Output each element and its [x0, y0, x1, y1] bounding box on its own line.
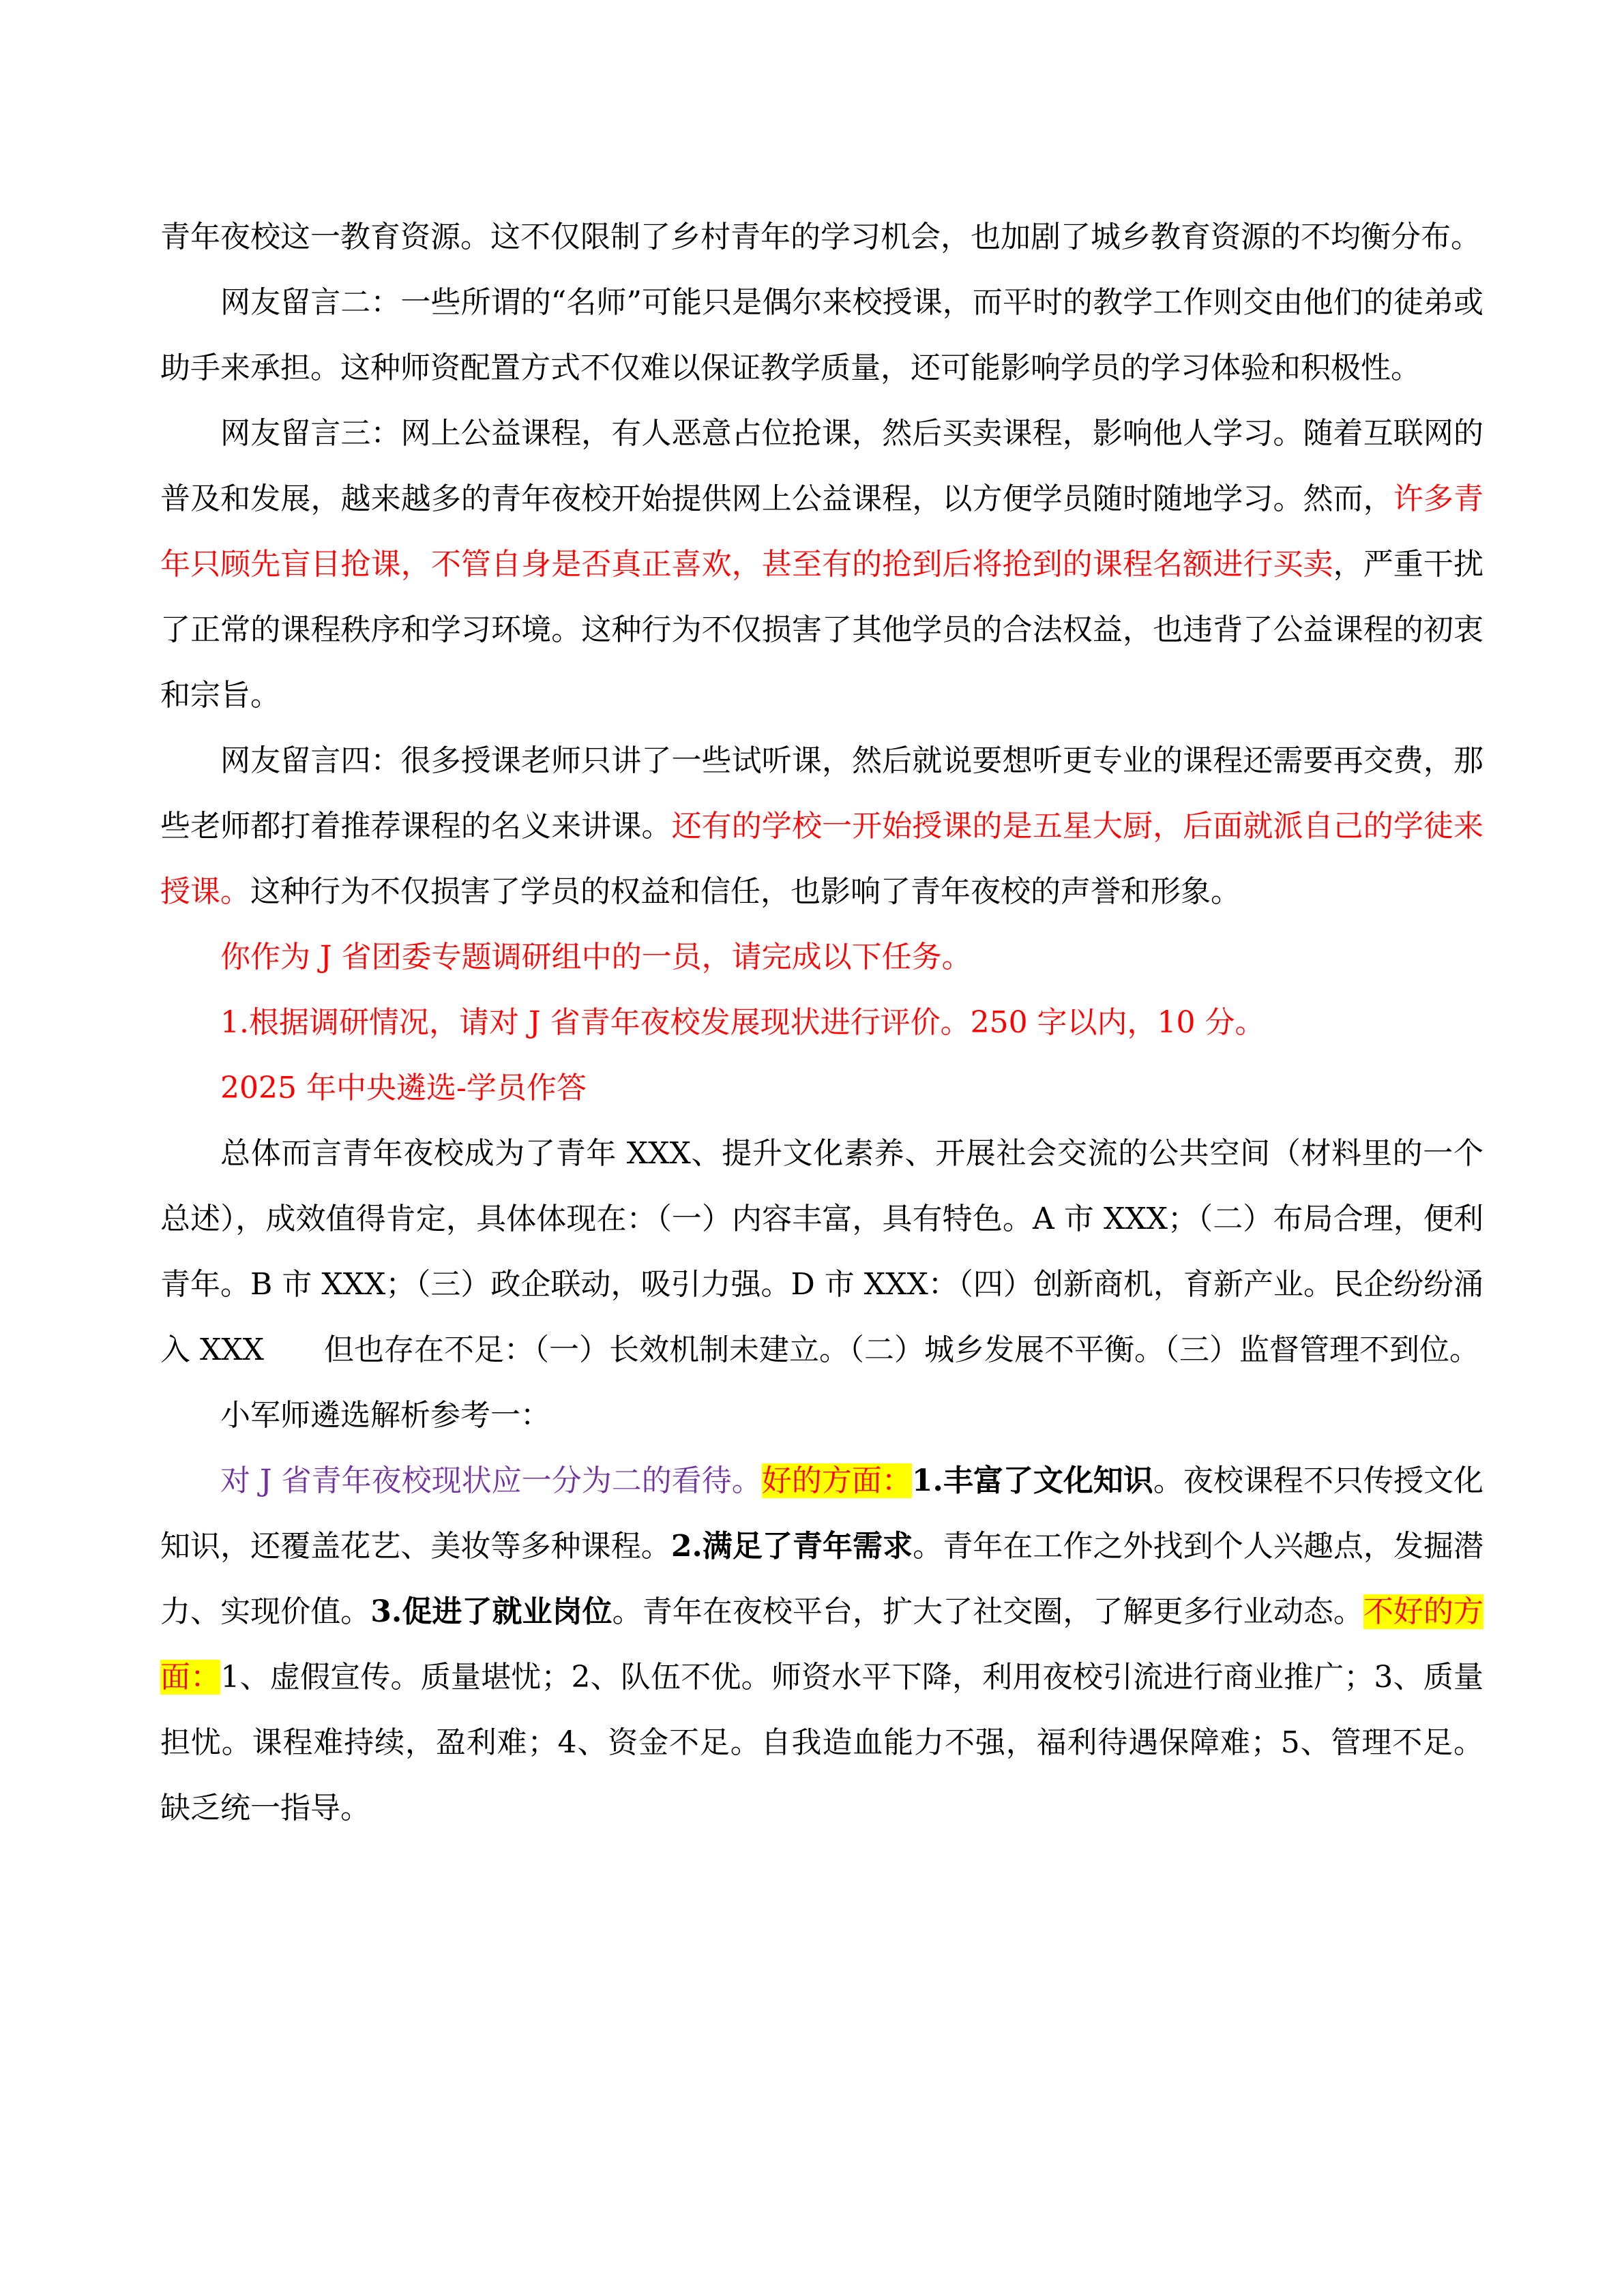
- good-point-3-text: 。青年在夜校平台，扩大了社交圈，了解更多行业动态。: [612, 1594, 1363, 1629]
- good-point-3-title: 3.促进了就业岗位: [370, 1594, 612, 1629]
- reference-intro: 对 J 省青年夜校现状应一分为二的看待。: [220, 1463, 762, 1498]
- comment-three-paragraph: [160, 401, 1483, 728]
- paragraph-continuation: 青年夜校这一教育资源。这不仅限制了乡村青年的学习机会，也加剧了城乡教育资源的不均衡分布。: [160, 220, 1481, 254]
- comment-four-text-a: 网友留言四：很多授课老师只讲了一些试听课，然后就说要想听更专业的课程还需要再交费，那些老师都打着推荐课程的名义来讲课。: [160, 743, 1483, 844]
- good-point-2-title: 2.满足了青年需求: [670, 1529, 913, 1564]
- comment-three-emphasis: 许多青年只顾先盲目抢课，不管自身是否真正喜欢，甚至有的抢到后将抢到的课程名额进行买卖: [160, 481, 1483, 582]
- student-answer-label: 2025 年中央遴选-学员作答: [220, 1071, 587, 1105]
- comment-four-text-c: 这种行为不仅损害了学员的权益和信任，也影响了青年夜校的声誉和形象。: [250, 874, 1241, 909]
- task-question-1: 1.根据调研情况，请对 J 省青年夜校发展现状进行评价。250 字以内，10 分。: [220, 1005, 1265, 1040]
- bad-aspects-text: 1、虚假宣传。质量堪忧；2、队伍不优。师资水平下降，利用夜校引流进行商业推广；3、质量担忧。课程难持续，盈利难；4、资金不足。自我造血能力不强，福利待遇保障难；5、管理不足。缺乏统一指导。: [160, 1660, 1484, 1825]
- reference-answer-text: [160, 1448, 1483, 1841]
- good-point-1-text: 。夜校课程不只传授文化知识，还覆盖花艺、美妆等多种课程。: [160, 1463, 1484, 1564]
- reference-answer-label: 小军师遴选解析参考一：: [220, 1398, 550, 1433]
- comment-two-paragraph: 网友留言二：一些所谓的“名师”可能只是偶尔来校授课，而平时的教学工作则交由他们的徒弟或助手来承担。这种师资配置方式不仅难以保证教学质量，还可能影响学员的学习体验和积极性。: [160, 285, 1483, 385]
- comment-four-emphasis: 还有的学校一开始授课的是五星大厨，后面就派自己的学徒来授课。: [160, 809, 1484, 909]
- good-point-1-title: 1.丰富了文化知识: [911, 1463, 1153, 1498]
- comment-three-text-a: 网友留言三：网上公益课程，有人恶意占位抢课，然后买卖课程，影响他人学习。随着互联网的普及和发展，越来越多的青年夜校开始提供网上公益课程，以方便学员随时随地学习。然而，: [160, 416, 1483, 516]
- bad-aspects-label: 不好的方面：: [160, 1594, 1484, 1695]
- document-page: [160, 205, 1483, 1841]
- good-point-2-text: 。青年在工作之外找到个人兴趣点，发掘潜力、实现价值。: [160, 1529, 1484, 1629]
- comment-three-text-c: ，严重干扰了正常的课程秩序和学习环境。这种行为不仅损害了其他学员的合法权益，也违背了公益课程的初衷和宗旨。: [160, 547, 1483, 713]
- task-intro: 你作为 J 省团委专题调研组中的一员，请完成以下任务。: [220, 940, 972, 974]
- comment-four-paragraph: [160, 728, 1483, 925]
- good-aspects-label: 好的方面：: [761, 1463, 912, 1498]
- student-answer-text: 总体而言青年夜校成为了青年 XXX、提升文化素养、开展社会交流的公共空间（材料里的一个总述），成效值得肯定，具体体现在：（一）内容丰富，具有特色。A 市 XXX；（二）布局合理，便利青年。B 市 XXX；（三）政企联动，吸引力强。D 市 XXX：（四）创新商机，育新产业。民企纷纷涌入 XXX 但也存在不足：（一）长效机制未建立。（二）城乡发展不平衡。（三）监督管理不到位。: [160, 1136, 1483, 1367]
